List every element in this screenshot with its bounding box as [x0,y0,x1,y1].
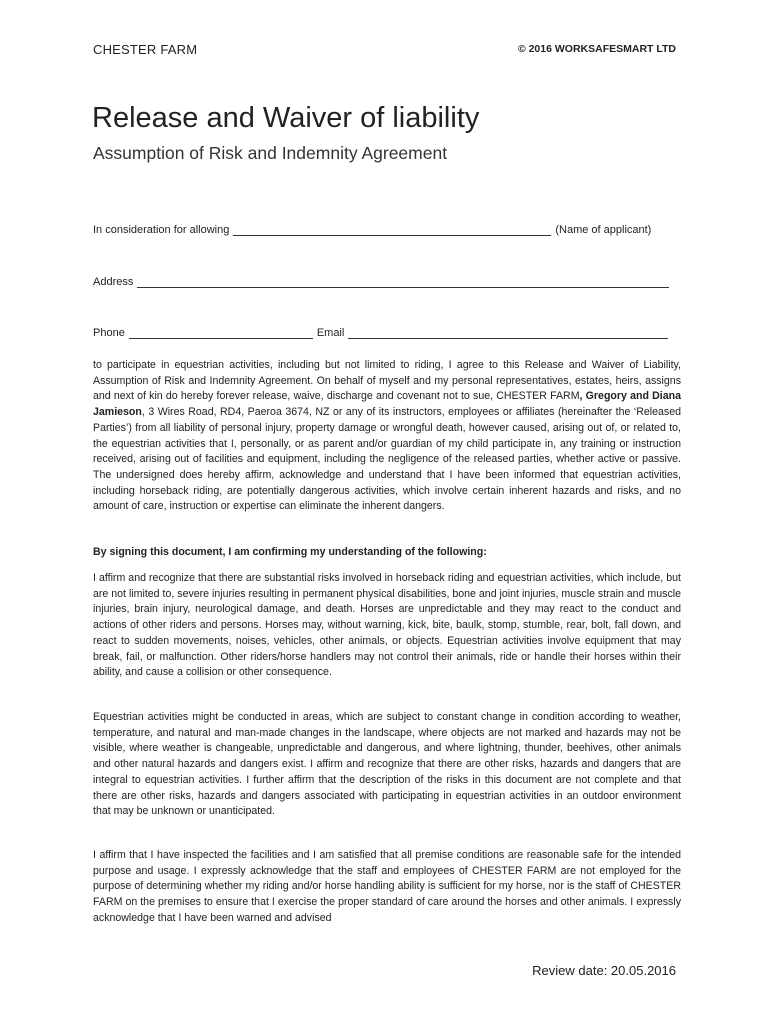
address-field[interactable] [137,277,669,288]
phone-field[interactable] [129,328,313,339]
release-parties-bold: , Gregory and Diana Jamieson [93,390,681,419]
conditions-paragraph: Equestrian activities might be conducted in areas, which are subject to constant change in condition according to weather, temperature, and natural and man-made changes in the landscape, where objects are not marked and hazards may not be visible, where weather is changeable, unpredictable and dangerous, and where lightning, thunder, beehives, other animals and other natural hazards and dangers exist. I affirm and recognize that there are other risks, hazards and dangers that are integral to equestrian activities. I further affirm that the description of the risks in this document are not complete and that there are other risks, hazards and dangers associated with participating in equestrian activities in an outdoor environment that may be unknown or unanticipated. [93,711,681,818]
inspection-paragraph: I affirm that I have inspected the facilities and I am satisfied that all premise conditions are reasonable safe for the intended purpose and usage. I expressly acknowledge that the staff and employees of CHESTER FARM are not employed for the purpose of determining whether my riding and/or horse handling ability is sufficient for my horse, nor is the staff of CHESTER FARM on the premises to ensure that I exercise the proper standard of care around the horses and other animals. I expressly acknowledge that I have been warned and advised [93,849,681,924]
understanding-heading: By signing this document, I am confirming my understanding of the following: [93,546,487,558]
header-org: CHESTER FARM [93,42,198,57]
applicant-name-field[interactable] [233,225,551,236]
email-label: Email [316,327,345,339]
release-text-a: to participate in equestrian activities, including but not limited to riding, I agree to this Release and Waiver of Liability, Assumption of Risk and Indemnity Agreement. On behalf of myself and my personal representatives, estates, heirs, assigns and next of kin do hereby forever release, waive, discharge and covenant not to sue, CHESTER FARM [93,359,681,403]
review-date: Review date: 20.05.2016 [532,963,676,978]
release-paragraph [93,358,681,515]
applicant-name-hint: (Name of applicant) [555,224,652,236]
release-text-b: , 3 Wires Road, RD4, Paeroa 3674, NZ or any of its instructors, employees or affiliates (hereinafter the ‘Released Parties’) from all liability of personal injury, property damage or wrongful death, however caused, arising out of, or related to, the equestrian activities that I, personally, or as parent and/or guardian of my child participate in, any training or instruction received, arising out of facilities and equipment, including the negligence of the released parties, whether active or passive. The undersigned does hereby affirm, acknowledge and understand that I have been informed that equestrian activities, including horseback riding, are potentially dangerous activities, which involve certain inherent hazards and risks, and no amount of care, instruction or expertise can eliminate the inherent dangers. [93,406,681,513]
document-title: Release and Waiver of liability [92,102,480,134]
consideration-label: In consideration for allowing [93,224,230,236]
address-row [93,276,677,288]
document-subtitle: Assumption of Risk and Indemnity Agreement [93,143,448,163]
risks-paragraph: I affirm and recognize that there are substantial risks involved in horseback riding and equestrian activities, which include, but are not limited to, severe injuries resulting in permanent physical disabilities, bone and joint injuries, muscle strain and muscle injuries, brain injury, neurological damage, and death. Horses are unpredictable and they may react to the conduct and actions of other riders and persons. Horses may, without warning, kick, bite, baulk, stomp, stumble, rear, bolt, fall down, and react to sudden movements, noises, vehicles, other animals, or objects. Equestrian activities involve equipment that may break, fail, or malfunction. Other riders/horse handlers may not control their animals, ride or handle their horses within their ability, and cause a collision or other consequence. [93,572,681,679]
phone-label: Phone [93,327,125,339]
header-copyright: © 2016 WORKSAFESMART LTD [517,43,676,55]
contact-row [93,327,677,339]
email-field[interactable] [348,328,668,339]
address-label: Address [93,276,134,288]
applicant-row [93,224,677,236]
